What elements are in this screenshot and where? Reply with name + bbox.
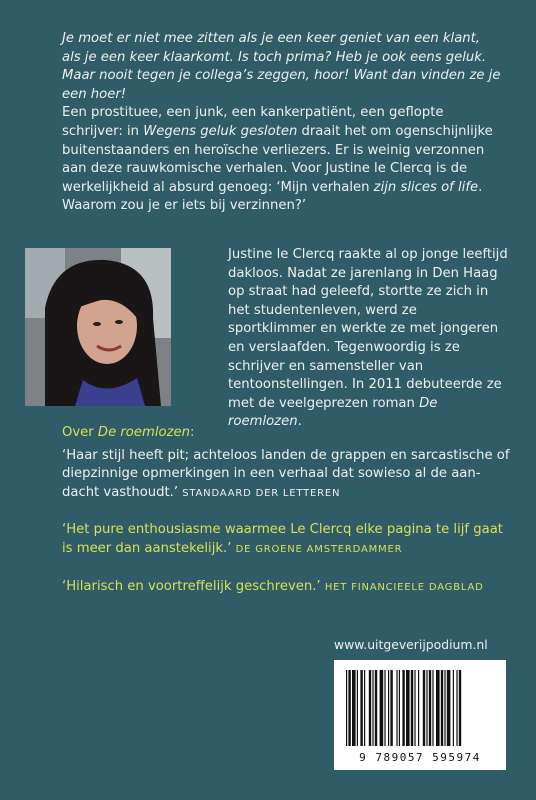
publisher-website: www.uitgeverijpodium.nl	[334, 637, 488, 652]
summary-text: draait het om ogenschijnlijke buitenstaanders en heroïsche verliezers. Er is weinig verzonnen aan deze rauwkomische verhalen. Voor Justine le Clercq is de werkelijkheid al absurd genoeg: ‘Mijn verhalen	[62, 123, 493, 195]
book-title: De roemlozen	[97, 425, 190, 440]
reviews-section	[62, 424, 512, 597]
review-quote	[62, 447, 512, 504]
author-portrait-image	[25, 248, 171, 406]
intro-block	[62, 30, 502, 216]
review-text: ‘Het pure enthousiasme waarmee Le Clercq elke pagina te lijf gaat is meer dan aanstekelijk.’	[62, 522, 503, 556]
heading-text: Over	[62, 425, 98, 440]
isbn-barcode	[334, 660, 506, 770]
author-photo	[25, 248, 171, 406]
review-source: STANDAARD DER LETTEREN	[182, 487, 341, 499]
review-source: HET FINANCIEELE DAGBLAD	[324, 581, 484, 593]
isbn-number: 9 789057 595974	[359, 751, 481, 764]
book-title: Wegens geluk gesloten	[143, 123, 298, 139]
review-text: ‘Hilarisch en voortreffelijk geschreven.’	[62, 578, 321, 594]
review-quote	[62, 521, 512, 559]
barcode-icon	[346, 670, 494, 746]
reviews-heading	[62, 424, 512, 443]
summary-text: . Waarom zou je er iets bij verzinnen?’	[62, 179, 483, 214]
summary-text: Een prostituee, een junk, een kankerpatiënt, een geflopte schrijver: in	[62, 105, 444, 139]
book-title: De roemlozen	[228, 395, 438, 430]
review-source: DE GROENE AMSTERDAMMER	[235, 543, 403, 555]
emphasis: slices of life	[400, 179, 479, 195]
emphasis: zijn	[373, 179, 397, 195]
intro-quote: Je moet er niet mee zitten als je een keer geniet van een klant, als je een keer klaarkomt. Is toch prima? Heb je ook eens geluk. Maar nooit tegen je collega’s zeggen, hoor! Want dan vinden ze je een hoer!	[62, 31, 501, 102]
review-quote	[62, 578, 512, 598]
bio-text: .	[297, 414, 302, 430]
bio-text: Justine le Clercq raakte al op jonge leeftijd dakloos. Nadat ze jarenlang in Den Haag op straat had geleefd, stortte ze zich in het studentenleven, werd ze sportklimmer en werkte ze met jongeren en verslaafden. Tegenwoordig is ze schrijver en samensteller van tentoonstellingen. In 2011 debuteerde ze met de veelgeprezen roman	[228, 247, 508, 411]
author-bio	[228, 246, 508, 432]
intro-summary	[62, 104, 502, 216]
review-text: ‘Haar stijl heeft pit; achteloos landen de grappen en sarcastische of diepzinnige opmerkingen in een verhaal dat sowieso al de aandacht vasthoudt.’	[62, 447, 510, 500]
heading-text: :	[189, 425, 195, 440]
